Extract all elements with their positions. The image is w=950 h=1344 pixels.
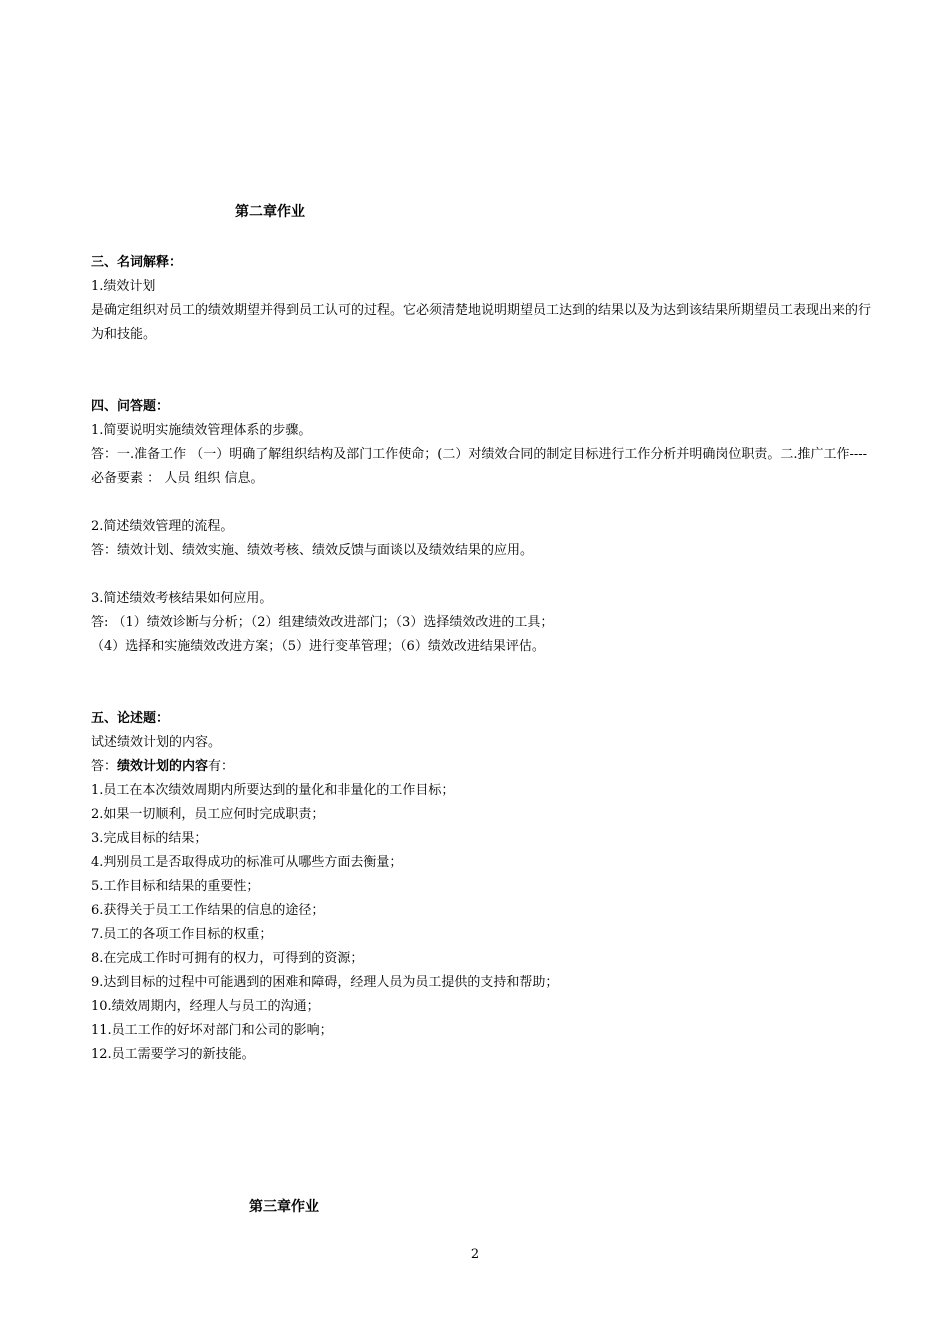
question-1: 1.简要说明实施绩效管理体系的步骤。	[91, 423, 312, 438]
answer-bold-phrase: 绩效计划的内容	[117, 759, 209, 774]
essay-answer-list	[91, 779, 871, 1067]
list-item: 10.绩效周期内，经理人与员工的沟通；	[91, 999, 320, 1014]
question-2: 2.简述绩效管理的流程。	[91, 519, 234, 534]
section5-heading: 五、论述题：	[91, 711, 170, 726]
list-item: 7.员工的各项工作目标的权重；	[91, 927, 273, 942]
list-item: 1.员工在本次绩效周期内所要达到的量化和非量化的工作目标；	[91, 783, 455, 798]
list-item: 12.员工需要学习的新技能。	[91, 1047, 255, 1062]
answer-prefix: 答：	[91, 759, 118, 774]
essay-question: 试述绩效计划的内容。	[91, 735, 222, 750]
answer-3-line-1: 答: （1）绩效诊断与分析；（2）组建绩效改进部门；（3）选择绩效改进的工具；	[91, 615, 554, 630]
term-definition: 是确定组织对员工的绩效期望并得到员工认可的过程。它必须清楚地说明期望员工达到的结果以及为达到该结果所期望员工表现出来的行为和技能。	[91, 303, 872, 342]
list-item: 4.判别员工是否取得成功的标准可从哪些方面去衡量；	[91, 855, 403, 870]
chapter3-title: 第三章作业	[249, 1199, 319, 1215]
question-3: 3.简述绩效考核结果如何应用。	[91, 591, 273, 606]
list-item: 6.获得关于员工工作结果的信息的途径；	[91, 903, 325, 918]
chapter2-title: 第二章作业	[235, 204, 305, 220]
list-item: 5.工作目标和结果的重要性；	[91, 879, 260, 894]
essay-answer-intro	[91, 755, 871, 779]
answer-3-line-2: （4）选择和实施绩效改进方案；（5）进行变革管理；（6）绩效改进结果评估。	[91, 639, 545, 654]
list-item: 3.完成目标的结果；	[91, 831, 208, 846]
document-body	[91, 251, 871, 1067]
answer-1: 答：一.准备工作 （一）明确了解组织结构及部门工作使命；(二）对绩效合同的制定目标进行工作分析并明确岗位职责。二.推广工作----必备要素 ： 人员 组织 信息。	[91, 447, 868, 486]
list-item: 11.员工工作的好坏对部门和公司的影响；	[91, 1023, 333, 1038]
answer-2: 答：绩效计划、绩效实施、绩效考核、绩效反馈与面谈以及绩效结果的应用。	[91, 543, 534, 558]
page-number: 2	[470, 1247, 480, 1262]
section4-heading: 四、问答题：	[91, 399, 170, 414]
answer-suffix: 有：	[208, 759, 235, 774]
list-item: 2.如果一切顺利，员工应何时完成职责；	[91, 807, 325, 822]
list-item: 8.在完成工作时可拥有的权力，可得到的资源；	[91, 951, 364, 966]
list-item: 9.达到目标的过程中可能遇到的困难和障碍，经理人员为员工提供的支持和帮助；	[91, 975, 559, 990]
section3-heading: 三、名词解释：	[91, 255, 183, 270]
term-title: 1.绩效计划	[91, 279, 156, 294]
